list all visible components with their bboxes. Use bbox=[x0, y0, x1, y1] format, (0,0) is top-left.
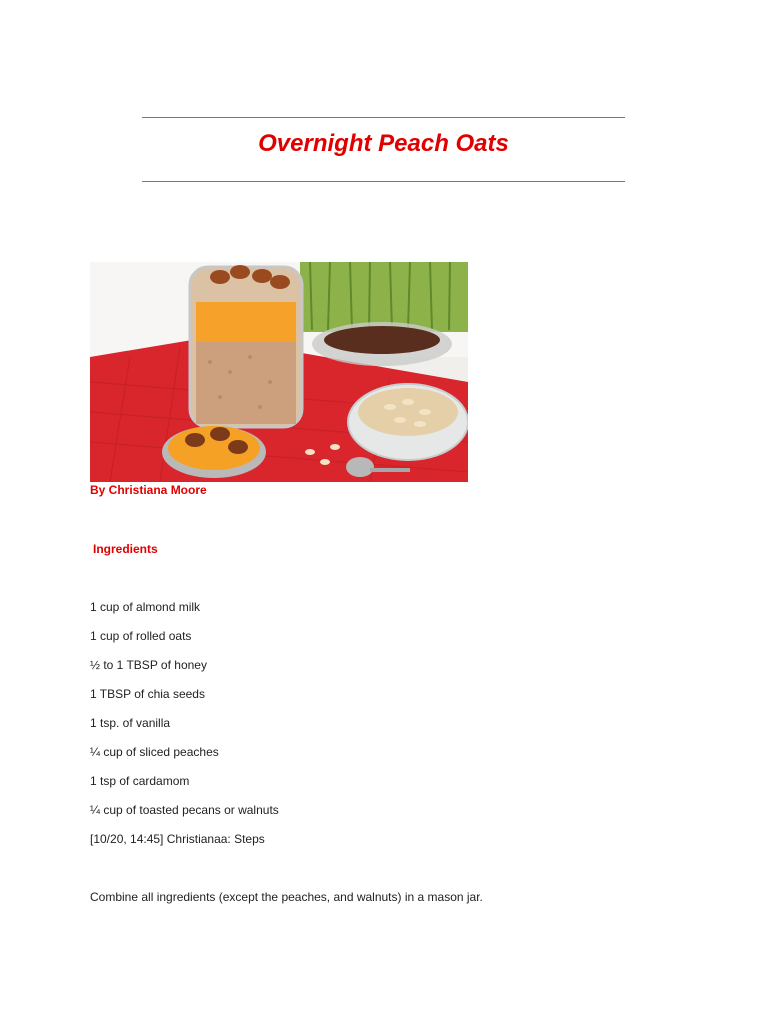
ingredient-item: ¼ cup of sliced peaches bbox=[90, 745, 219, 759]
ingredient-item: ½ to 1 TBSP of honey bbox=[90, 658, 207, 672]
recipe-photo bbox=[90, 262, 468, 482]
chat-note: [10/20, 14:45] Christianaa: Steps bbox=[90, 832, 265, 846]
ingredient-item: 1 tsp. of vanilla bbox=[90, 716, 171, 730]
ingredients-list bbox=[90, 599, 279, 831]
ingredient-item: 1 TBSP of chia seeds bbox=[90, 687, 205, 701]
ingredients-heading: Ingredients bbox=[93, 542, 158, 556]
ingredient-item: ¼ cup of toasted pecans or walnuts bbox=[90, 803, 279, 817]
recipe-author: By Christiana Moore bbox=[90, 483, 207, 497]
title-rule-top bbox=[142, 117, 625, 118]
title-rule-bottom bbox=[142, 181, 625, 182]
ingredient-item: 1 cup of almond milk bbox=[90, 600, 201, 614]
step-text: Combine all ingredients (except the peaches, and walnuts) in a mason jar. bbox=[90, 890, 483, 904]
ingredient-item: 1 cup of rolled oats bbox=[90, 629, 192, 643]
ingredient-item: 1 tsp of cardamom bbox=[90, 774, 190, 788]
recipe-title: Overnight Peach Oats bbox=[258, 130, 509, 157]
